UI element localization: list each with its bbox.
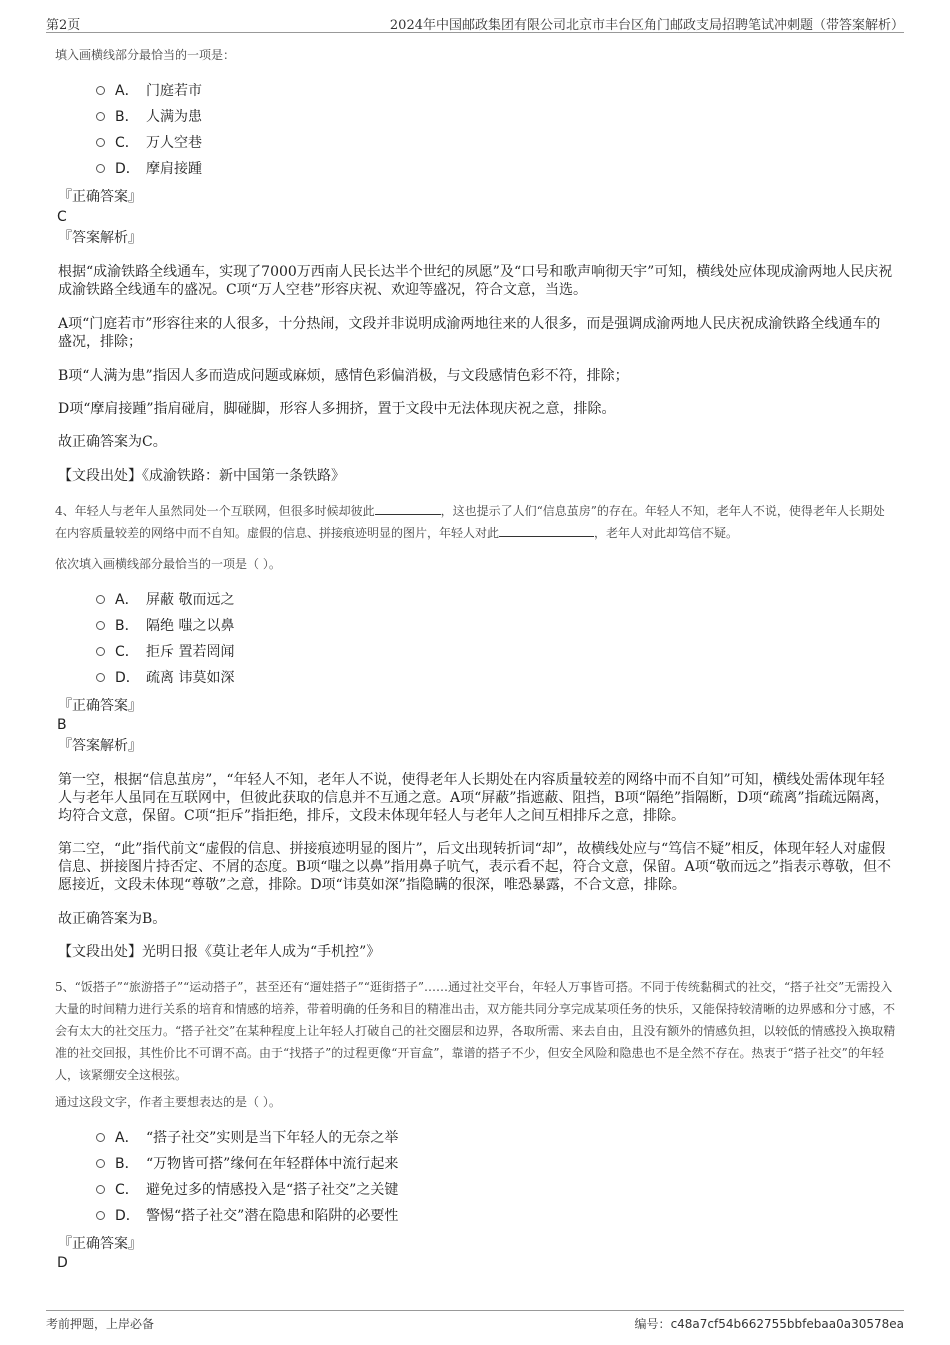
q4-option-c[interactable]: C． 拒斥 置若罔闻 [96,641,234,663]
q5-option-a[interactable]: A． “搭子社交”实则是当下年轻人的无奈之举 [96,1127,398,1149]
q4-option-b[interactable]: B． 隔绝 嗤之以鼻 [96,615,234,637]
source-citation: 【文段出处】光明日报《莫让老年人成为“手机控”》 [58,944,381,960]
radio-icon[interactable] [96,673,105,682]
page-number: 第2页 [46,18,81,33]
blank-line [499,524,594,537]
correct-answer: D [57,1255,68,1271]
q5-prompt: 通过这段文字，作者主要想表达的是（ ）。 [55,1095,281,1109]
radio-icon[interactable] [96,1185,105,1194]
correct-answer-label: 『正确答案』 [58,698,142,714]
radio-icon[interactable] [96,164,105,173]
q3-option-c[interactable]: C． 万人空巷 [96,132,202,154]
radio-icon[interactable] [96,621,105,630]
q4-prompt: 依次填入画横线部分最恰当的一项是（ ）。 [55,557,281,571]
radio-icon[interactable] [96,1159,105,1168]
q3-prompt: 填入画横线部分最恰当的一项是： [55,48,236,62]
radio-icon[interactable] [96,112,105,121]
analysis-paragraph: 第二空，“此”指代前文“虚假的信息、拼接痕迹明显的图片”，后文出现转折词“却”，故横线处应与“笃信不疑”相反，体现年轻人对虚假信息、拼接图片持否定、不屑的态度。B项“嗤之以鼻”指用鼻子吭气，表示看不起，符合文意，保留。A项“敬而远之”指表示尊敬，但不愿接近，文段未体现“尊敬”之意，排除。D项“讳莫如深”指隐瞒的很深，唯恐暴露，不合文意，排除。 [58,841,892,893]
q4-option-d[interactable]: D． 疏离 讳莫如深 [96,667,234,689]
document-code: 编号：c48a7cf54b662755bbfebaa0a30578ea [634,1317,904,1331]
correct-answer: B [57,717,67,733]
radio-icon[interactable] [96,595,105,604]
source-citation: 【文段出处】《成渝铁路：新中国第一条铁路》 [58,468,345,484]
radio-icon[interactable] [96,86,105,95]
document-title: 2024年中国邮政集团有限公司北京市丰台区角门邮政支局招聘笔试冲刺题（带答案解析） [389,18,904,33]
page-header [46,12,904,33]
radio-icon[interactable] [96,1211,105,1220]
q5-option-b[interactable]: B． “万物皆可搭”缘何在年轻群体中流行起来 [96,1153,398,1175]
analysis-conclusion: 故正确答案为C。 [58,434,167,450]
correct-answer-label: 『正确答案』 [58,1236,142,1252]
q5-question-text: 5、“饭搭子”“旅游搭子”“运动搭子”，甚至还有“遛娃搭子”“逛街搭子”……通过社交平台，年轻人万事皆可搭。不同于传统黏稠式的社交，“搭子社交”无需投入大量的时间精力进行关系的培育和情感的培养，带着明确的任务和目的精准出击，双方能共同分享完成某项任务的快乐，又能保持较清晰的边界感和分寸感，不会有太大的社交压力。“搭子社交”在某种程度上让年轻人打破自己的社交圈层和边界，各取所需、来去自由，且没有额外的情感负担，以较低的情感投入换取精准的社交回报，其性价比不可谓不高。由于“找搭子”的过程更像“开盲盒”，靠谱的搭子不少，但安全风险和隐患也不是全然不存在。热衷于“搭子社交”的年轻人，该紧绷安全这根弦。 [55,980,896,1082]
q4-question-text: 4、年轻人与老年人虽然同处一个互联网，但很多时候却彼此 ，这也提示了人们“信息茧房”的存在。年轻人不知，老年人不说，使得老年人长期处在内容质量较差的网络中而不自知。虚假的信息、拼接痕迹明显的图片，年轻人对此 ，老年人对此却笃信不疑。 [55,504,885,540]
analysis-conclusion: 故正确答案为B。 [58,911,167,927]
blank-line [375,502,441,515]
correct-answer: C [57,209,67,225]
q3-option-a[interactable]: A． 门庭若市 [96,80,202,102]
correct-answer-label: 『正确答案』 [58,189,142,205]
q5-option-d[interactable]: D． 警惕“搭子社交”潜在隐患和陷阱的必要性 [96,1205,398,1227]
page-footer [46,1310,904,1333]
q5-option-c[interactable]: C． 避免过多的情感投入是“搭子社交”之关键 [96,1179,398,1201]
analysis-paragraph: A项“门庭若市”形容往来的人很多，十分热闹，文段并非说明成渝两地往来的人很多，而是强调成渝两地人民庆祝成渝铁路全线通车的盛况，排除； [58,316,881,350]
analysis-label: 『答案解析』 [58,738,142,754]
analysis-paragraph: 第一空，根据“信息茧房”，“年轻人不知，老年人不说，使得老年人长期处在内容质量较差的网络中而不自知”可知，横线处需体现年轻人与老年人虽同在互联网中，但彼此获取的信息并不互通之意。A项“屏蔽”指遮蔽、阻挡，B项“隔绝”指隔断，D项“疏离”指疏远隔离，均符合文意，保留。C项“拒斥”指拒绝，排斥，文段未体现年轻人与老年人之间互相排斥之意，排除。 [58,772,889,824]
q3-option-d[interactable]: D． 摩肩接踵 [96,158,202,180]
analysis-paragraph: B项“人满为患”指因人多而造成问题或麻烦，感情色彩偏消极，与文段感情色彩不符，排除； [58,368,629,384]
radio-icon[interactable] [96,138,105,147]
q4-option-a[interactable]: A． 屏蔽 敬而远之 [96,589,234,611]
analysis-label: 『答案解析』 [58,230,142,246]
radio-icon[interactable] [96,1133,105,1142]
radio-icon[interactable] [96,647,105,656]
analysis-paragraph: D项“摩肩接踵”指肩碰肩，脚碰脚，形容人多拥挤，置于文段中无法体现庆祝之意，排除。 [58,401,616,417]
q3-option-b[interactable]: B． 人满为患 [96,106,202,128]
footer-slogan: 考前押题，上岸必备 [46,1317,155,1331]
analysis-paragraph: 根据“成渝铁路全线通车，实现了7000万西南人民长达半个世纪的夙愿”及“口号和歌声响彻天宇”可知，横线处应体现成渝两地人民庆祝成渝铁路全线通车的盛况。C项“万人空巷”形容庆祝、欢迎等盛况，符合文意，当选。 [58,264,893,298]
